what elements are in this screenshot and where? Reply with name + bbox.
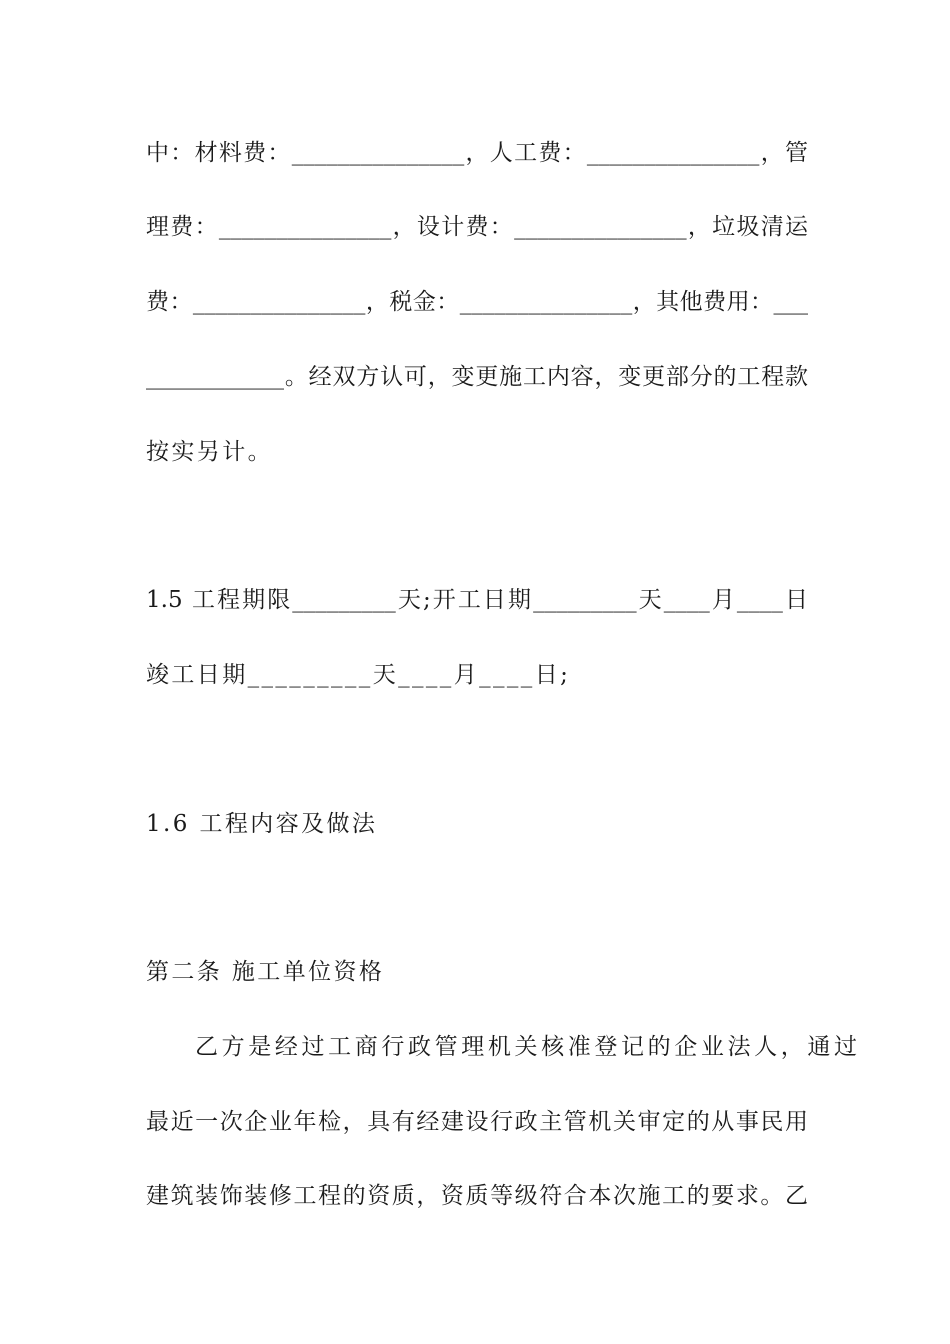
section-1-5-duration: 1.5 工程期限_________天;开工日期_________天____月____日 xyxy=(146,587,808,613)
cost-breakdown-line-4: ____________。经双方认可，变更施工内容，变更部分的工程款 xyxy=(146,364,808,390)
section-1-5-completion-date: 竣工日期_________天____月____日; xyxy=(146,662,571,688)
cost-breakdown-line-1: 中：材料费：_______________，人工费：_______________，管 xyxy=(146,140,808,166)
article-2-paragraph-line-3: 建筑装饰装修工程的资质，资质等级符合本次施工的要求。乙 xyxy=(146,1183,808,1209)
cost-breakdown-line-2: 理费：_______________，设计费：_______________，垃圾清运 xyxy=(146,214,808,240)
cost-breakdown-line-3: 费：_______________，税金：_______________，其他费用：___ xyxy=(146,289,808,315)
section-1-6-heading: 1.6 工程内容及做法 xyxy=(146,811,378,837)
cost-breakdown-line-5: 按实另计。 xyxy=(146,439,273,465)
article-2-paragraph-line-1: 乙方是经过工商行政管理机关核准登记的企业法人，通过 xyxy=(195,1034,857,1060)
article-2-heading: 第二条 施工单位资格 xyxy=(146,959,385,985)
article-2-paragraph-line-2: 最近一次企业年检，具有经建设行政主管机关审定的从事民用 xyxy=(146,1109,808,1135)
